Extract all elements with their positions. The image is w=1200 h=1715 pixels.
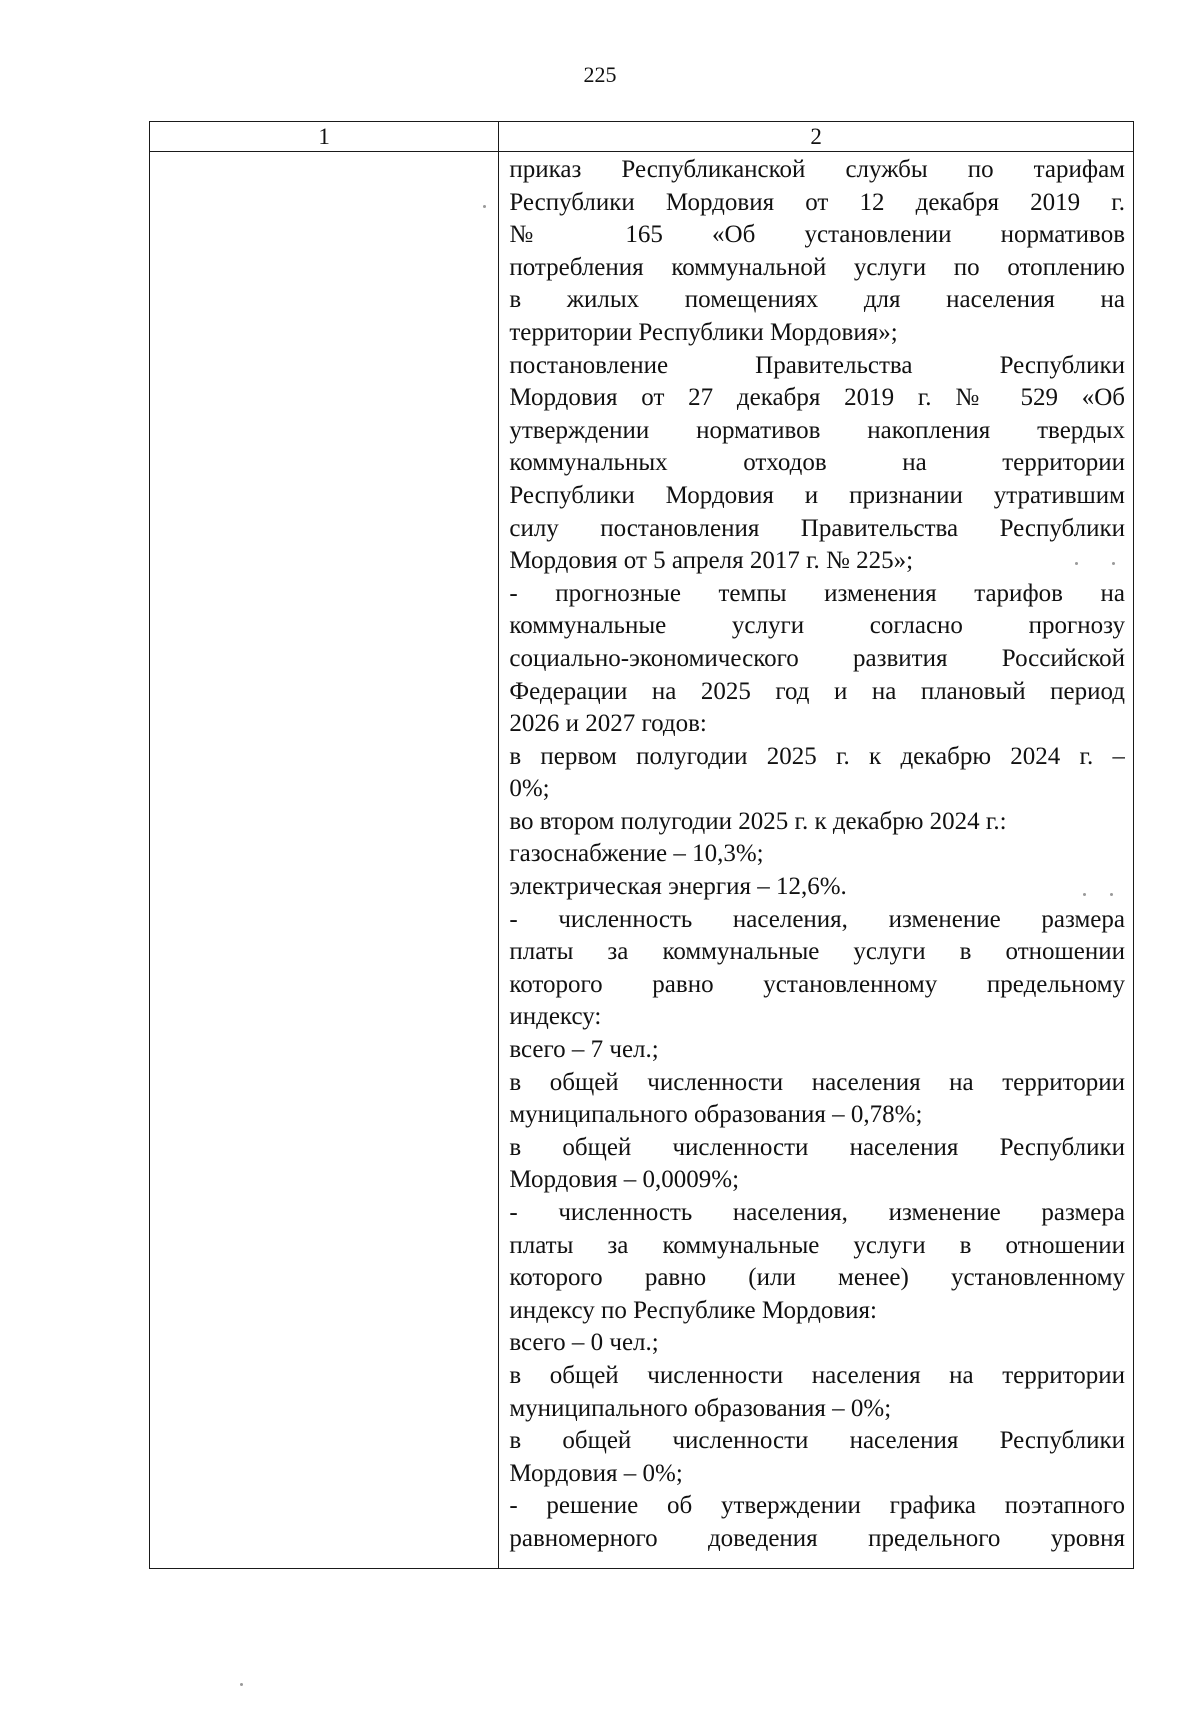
text-line: в общей численности населения Республики: [509, 1427, 1125, 1455]
text-line: электрическая энергия – 12,6%.: [509, 873, 847, 901]
column-header-2: 2: [499, 122, 1134, 152]
text-line: Мордовия – 0%;: [509, 1459, 683, 1487]
text-line: во втором полугодии 2025 г. к декабрю 2024 г.:: [509, 807, 1007, 835]
scan-speck: [483, 205, 486, 208]
right-cell: [499, 152, 1134, 1569]
text-line: равномерного доведения предельного уровня: [509, 1524, 1125, 1552]
text-line: газоснабжение – 10,3%;: [509, 840, 764, 868]
scan-speck: [1083, 893, 1086, 896]
scan-speck: [1075, 562, 1078, 565]
column-header-1: 1: [150, 122, 499, 152]
text-line: 2026 и 2027 годов:: [509, 710, 707, 738]
text-line: в первом полугодии 2025 г. к декабрю 2024 г. –: [509, 742, 1125, 770]
text-line: муниципального образования – 0%;: [509, 1394, 892, 1422]
text-line: Мордовия – 0,0009%;: [509, 1166, 740, 1194]
text-line: муниципального образования – 0,78%;: [509, 1101, 923, 1129]
text-line: платы за коммунальные услуги в отношении: [509, 1231, 1125, 1259]
document-table: [149, 121, 1134, 1569]
text-line: в жилых помещениях для населения на: [509, 286, 1125, 314]
text-line: - прогнозные темпы изменения тарифов на: [509, 579, 1125, 607]
text-line: силу постановления Правительства Республики: [509, 514, 1125, 542]
text-line: Республики Мордовия и признании утратившим: [509, 481, 1125, 509]
scan-speck: [240, 1683, 243, 1686]
text-line: которого равно (или менее) установленному: [509, 1264, 1125, 1292]
text-line: индексу по Республике Мордовия:: [509, 1296, 877, 1324]
scan-speck: [1112, 562, 1115, 565]
text-line: индексу:: [509, 1003, 602, 1031]
text-line: в общей численности населения на территории: [509, 1361, 1125, 1389]
text-line: потребления коммунальной услуги по отоплению: [509, 253, 1125, 281]
text-line: № 165 «Об установлении нормативов: [509, 221, 1125, 249]
right-cell-text: [499, 152, 1133, 1556]
text-line: приказ Республиканской службы по тарифам: [509, 156, 1125, 183]
text-line: коммунальных отходов на территории: [509, 449, 1125, 477]
text-line: которого равно установленному предельному: [509, 970, 1125, 998]
text-line: Мордовия от 5 апреля 2017 г. № 225»;: [509, 547, 914, 575]
text-line: постановление Правительства Республики: [509, 351, 1125, 379]
table-header-row: [150, 122, 1134, 152]
text-line: всего – 7 чел.;: [509, 1036, 659, 1064]
text-line: платы за коммунальные услуги в отношении: [509, 938, 1125, 966]
scan-speck: [1110, 893, 1113, 896]
text-line: - численность населения, изменение размера: [509, 1199, 1125, 1226]
text-line: Федерации на 2025 год и на плановый период: [509, 677, 1125, 705]
text-line: социально-экономического развития Российской: [509, 644, 1125, 672]
left-cell: [150, 152, 499, 1569]
text-line: Республики Мордовия от 12 декабря 2019 г.: [509, 188, 1125, 216]
table-body-row: [150, 152, 1134, 1569]
text-line: в общей численности населения Республики: [509, 1133, 1125, 1161]
text-line: - численность населения, изменение размера: [509, 905, 1125, 933]
page-number: 225: [583, 62, 617, 87]
text-line: в общей численности населения на территории: [509, 1068, 1125, 1096]
text-line: 0%;: [509, 775, 550, 803]
text-line: утверждении нормативов накопления твердых: [509, 416, 1125, 444]
text-line: коммунальные услуги согласно прогнозу: [509, 612, 1125, 640]
text-line: территории Республики Мордовия»;: [509, 318, 898, 346]
text-line: - решение об утверждении графика поэтапного: [509, 1492, 1125, 1520]
text-line: Мордовия от 27 декабря 2019 г. № 529 «Об: [509, 384, 1125, 412]
text-line: всего – 0 чел.;: [509, 1329, 659, 1357]
